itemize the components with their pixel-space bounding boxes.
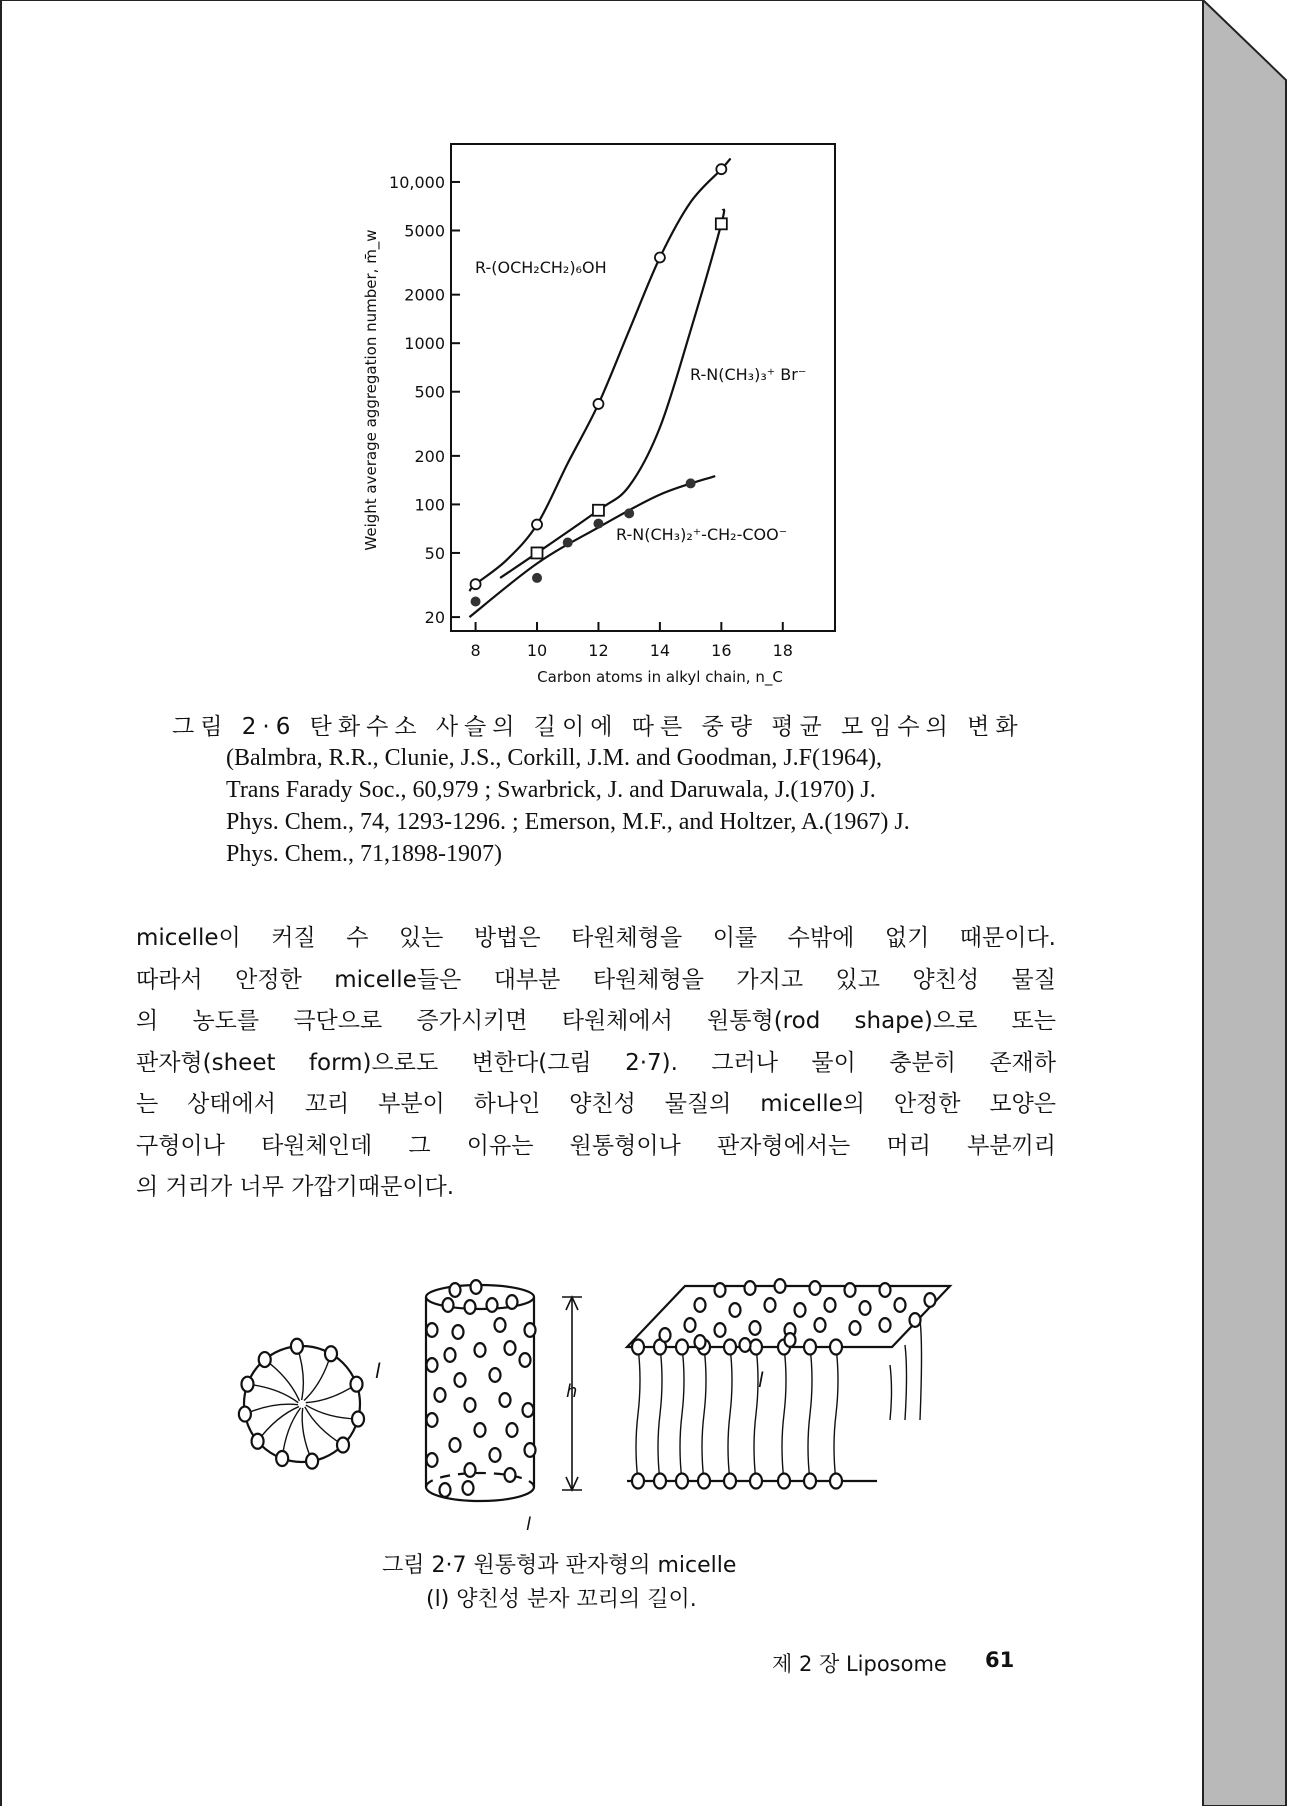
head-group <box>453 1325 464 1339</box>
data-point-filled <box>593 519 603 529</box>
head-group <box>830 1340 842 1355</box>
head-group <box>351 1377 363 1392</box>
head-group <box>325 1346 337 1361</box>
body-line: 구형이나 타원체인데 그 이유는 원통형이나 판자형에서는 머리 부분끼리 <box>136 1132 1056 1159</box>
body-line: 는 상태에서 꼬리 부분이 하나인 양친성 물질의 micelle의 안정한 모양은 <box>136 1091 1056 1117</box>
page-number: 61 <box>985 1648 1015 1672</box>
head-group <box>241 1377 253 1392</box>
figure-2-7-caption-title: 그림 2·7 원통형과 판자형의 micelle <box>382 1553 737 1578</box>
head-group <box>427 1453 438 1467</box>
book-edge <box>1200 0 1292 1806</box>
x-tick-label: 18 <box>772 641 793 660</box>
body-line: micelle이 커질 수 있는 방법은 타원체형을 이룰 수밖에 없기 때문이다. <box>136 925 1056 951</box>
y-tick-label: 1000 <box>404 334 445 354</box>
head-group <box>352 1412 364 1427</box>
data-point-square <box>532 547 543 558</box>
head-group <box>676 1474 688 1489</box>
spherical-micelle <box>239 1339 364 1469</box>
y-tick-label: 5000 <box>404 221 445 241</box>
y-tick-label: 500 <box>414 382 445 402</box>
head-group <box>465 1398 476 1412</box>
head-group <box>475 1423 486 1437</box>
head-group <box>745 1281 756 1295</box>
head-group <box>910 1313 921 1327</box>
head-group <box>804 1474 816 1489</box>
head-group <box>695 1335 706 1349</box>
data-point-open <box>655 253 665 263</box>
head-group <box>740 1338 751 1352</box>
head-group <box>463 1481 474 1495</box>
head-group <box>632 1340 644 1355</box>
body-paragraph <box>136 918 1056 1209</box>
head-group <box>654 1474 666 1489</box>
head-group <box>660 1328 671 1342</box>
head-group <box>804 1340 816 1355</box>
head-group <box>427 1323 438 1337</box>
series-line-2 <box>469 476 715 617</box>
head-group <box>440 1483 451 1497</box>
head-group <box>465 1463 476 1477</box>
x-tick-label: 14 <box>649 641 671 660</box>
rod-micelle <box>426 1280 582 1501</box>
figure-2-6-reference-4: Phys. Chem., 71,1898-1907) <box>226 841 502 867</box>
data-point-open <box>471 579 481 589</box>
data-point-filled <box>624 508 634 518</box>
head-group <box>445 1348 456 1362</box>
y-tick-label: 2000 <box>404 285 445 305</box>
head-group <box>500 1393 511 1407</box>
series-label-trimethylammonium: R-N(CH₃)₃⁺ Br⁻ <box>690 365 807 384</box>
head-group <box>450 1438 461 1452</box>
head-group <box>695 1298 706 1312</box>
head-group <box>685 1318 696 1332</box>
head-group <box>520 1353 531 1367</box>
head-group <box>880 1318 891 1332</box>
y-axis-label: Weight average aggregation number, m̄_w <box>362 229 380 551</box>
head-group <box>427 1413 438 1427</box>
x-tick-label: 8 <box>470 641 481 660</box>
head-group <box>495 1318 506 1332</box>
head-group <box>830 1474 842 1489</box>
head-group <box>523 1403 534 1417</box>
head-group <box>276 1451 288 1466</box>
head-group <box>306 1454 318 1469</box>
head-group <box>475 1343 486 1357</box>
head-group <box>895 1298 906 1312</box>
head-group <box>337 1438 349 1453</box>
head-group <box>775 1279 786 1293</box>
y-tick-label: 50 <box>424 543 445 563</box>
figure-2-6-caption-title: 그림 2·6 탄화수소 사슬의 길이에 따른 중량 평균 모임수의 변화 <box>172 714 1024 740</box>
head-group <box>427 1358 438 1372</box>
head-group <box>765 1298 776 1312</box>
head-group <box>443 1298 454 1312</box>
body-line: 의 거리가 너무 가깝기때문이다. <box>136 1174 455 1200</box>
head-group <box>505 1468 516 1482</box>
sheet-label-l: l <box>758 1368 764 1392</box>
head-group <box>239 1407 251 1422</box>
head-group <box>252 1434 264 1449</box>
head-group <box>715 1283 726 1297</box>
data-point-open <box>532 520 542 530</box>
head-group <box>465 1300 476 1314</box>
head-group <box>259 1352 271 1367</box>
data-point-filled <box>532 573 542 583</box>
cylinder-label-l: l <box>526 1514 532 1535</box>
figure-2-6-reference-2: Trans Farady Soc., 60,979 ; Swarbrick, J. and Daruwala, J.(1970) J. <box>226 777 876 803</box>
figure-2-7-caption-sub: (l) 양친성 분자 꼬리의 길이. <box>426 1587 697 1612</box>
data-point-filled <box>471 596 481 606</box>
x-tick-label: 10 <box>526 641 548 660</box>
x-tick-label: 16 <box>711 641 732 660</box>
sheet-micelle <box>627 1279 950 1488</box>
cylinder-label-h: h <box>566 1381 578 1402</box>
figure-2-6-reference-3: Phys. Chem., 74, 1293-1296. ; Emerson, M.F., and Holtzer, A.(1967) J. <box>226 809 910 835</box>
head-group <box>785 1333 796 1347</box>
sphere-label-l: l <box>375 1359 381 1383</box>
aggregation-number-chart <box>340 130 880 700</box>
head-group <box>880 1283 891 1297</box>
head-group <box>676 1340 688 1355</box>
data-point-square <box>593 505 604 516</box>
head-group <box>490 1368 501 1382</box>
head-group <box>471 1280 482 1294</box>
head-group <box>750 1321 761 1335</box>
y-tick-label: 200 <box>414 446 445 466</box>
head-group <box>750 1474 762 1489</box>
body-line: 의 농도를 극단으로 증가시키면 타원체에서 원통형(rod shape)으로 또는 <box>136 1008 1056 1034</box>
head-group <box>730 1303 741 1317</box>
x-axis-label: Carbon atoms in alkyl chain, n_C <box>537 668 783 686</box>
head-group <box>291 1339 303 1354</box>
head-group <box>525 1323 536 1337</box>
running-footer-chapter: 제 2 장 Liposome <box>772 1652 947 1676</box>
data-point-filled <box>686 478 696 488</box>
x-tick-label: 12 <box>588 641 609 660</box>
head-group <box>507 1295 518 1309</box>
head-group <box>795 1303 806 1317</box>
head-group <box>507 1423 518 1437</box>
head-group <box>750 1340 762 1355</box>
head-group <box>724 1340 736 1355</box>
series-label-betaine: R-N(CH₃)₂⁺-CH₂-COO⁻ <box>616 525 788 544</box>
head-group <box>715 1323 726 1337</box>
head-group <box>632 1474 644 1489</box>
head-group <box>487 1298 498 1312</box>
data-point-square <box>716 218 727 229</box>
data-point-open <box>593 399 603 409</box>
body-line: 판자형(sheet form)으로도 변한다(그림 2·7). 그러나 물이 충분히 존재하 <box>136 1049 1056 1076</box>
head-group <box>450 1283 461 1297</box>
data-point-open <box>716 164 726 174</box>
body-line: 따라서 안정한 micelle들은 대부분 타원체형을 가지고 있고 양친성 물질 <box>136 966 1056 993</box>
head-group <box>925 1293 936 1307</box>
data-point-filled <box>563 538 573 548</box>
head-group <box>698 1474 710 1489</box>
head-group <box>778 1474 790 1489</box>
head-group <box>810 1281 821 1295</box>
y-tick-label: 20 <box>424 608 445 628</box>
head-group <box>825 1298 836 1312</box>
head-group <box>724 1474 736 1489</box>
y-tick-label: 100 <box>414 495 445 515</box>
head-group <box>490 1448 501 1462</box>
head-group <box>505 1341 516 1355</box>
head-group <box>860 1301 871 1315</box>
head-group <box>850 1321 861 1335</box>
head-group <box>525 1443 536 1457</box>
y-tick-label: 10,000 <box>389 172 445 192</box>
micelle-shapes-illustration <box>230 1265 970 1535</box>
series-label-ethoxylate: R-(OCH₂CH₂)₆OH <box>475 258 607 277</box>
head-group <box>455 1373 466 1387</box>
head-group <box>845 1283 856 1297</box>
head-group <box>435 1388 446 1402</box>
head-group <box>815 1318 826 1332</box>
figure-2-6-reference-1: (Balmbra, R.R., Clunie, J.S., Corkill, J.M. and Goodman, J.F(1964), <box>226 745 882 771</box>
